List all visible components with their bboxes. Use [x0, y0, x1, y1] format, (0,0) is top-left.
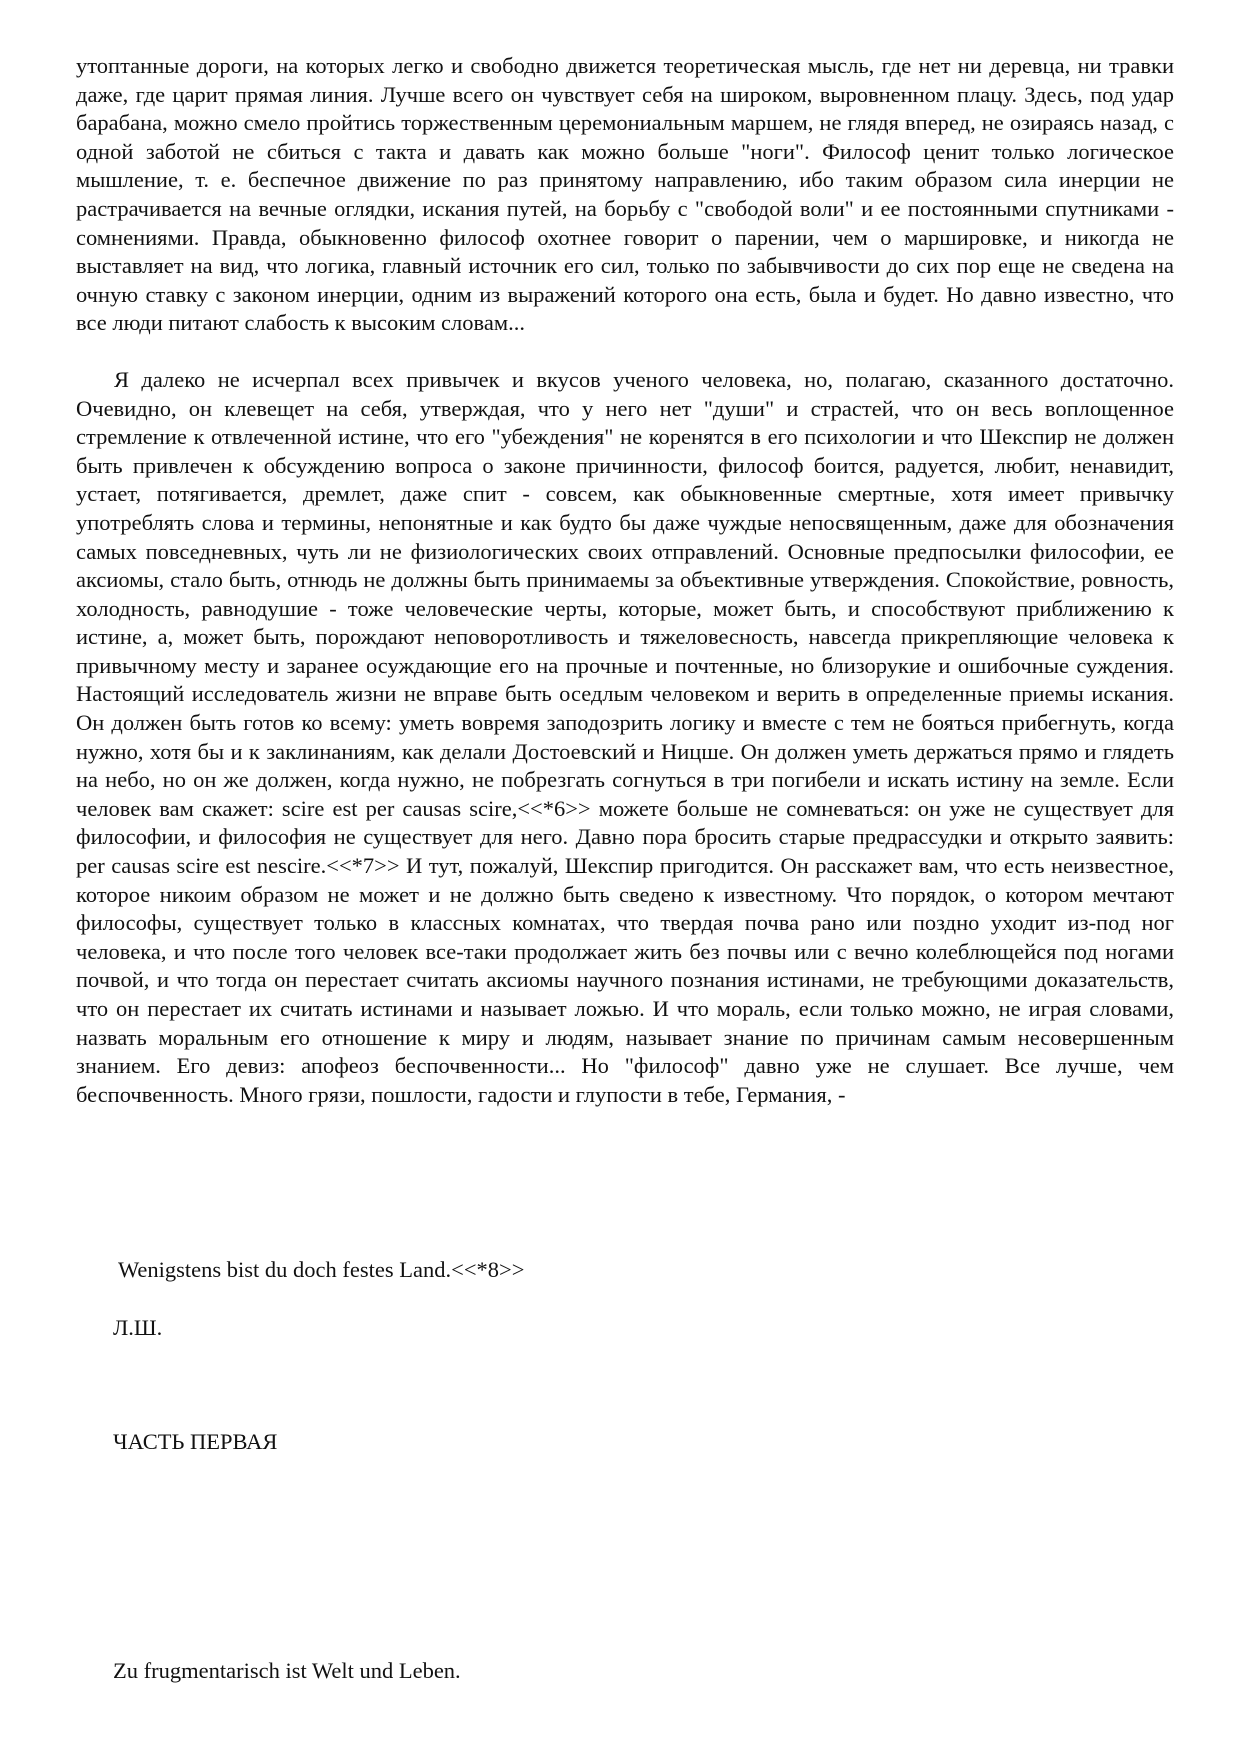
signature: Л.Ш.: [113, 1315, 163, 1340]
document-body: [76, 52, 1174, 1109]
quote-line: Wenigstens bist du doch festes Land.<<*8>>: [118, 1257, 525, 1282]
paragraph-2: Я далеко не исчерпал всех привычек и вкусов ученого человека, но, полагаю, сказанного достаточно. Очевидно, он клевещет на себя, утверждая, что у него нет "души" и страстей, что он весь воплощенное стремление к отвлеченной истине, что его "убеждения" не коренятся в его психологии и что Шекспир не должен быть привлечен к обсуждению вопроса о законе причинности, философ боится, радуется, любит, ненавидит, устает, потягивается, дремлет, даже спит - совсем, как обыкновенные смертные, хотя имеет привычку употреблять слова и термины, непонятные и как будто бы даже чуждые непосвященным, даже для обозначения самых повседневных, чуть ли не физиологических своих отправлений. Основные предпосылки философии, ее аксиомы, стало быть, отнюдь не должны быть принимаемы за объективные утверждения. Спокойствие, ровность, холодность, равнодушие - тоже человеческие черты, которые, может быть, и способствуют приближению к истине, а, может быть, порождают неповоротливость и тяжеловесность, навсегда прикрепляющие человека к привычному месту и заранее осуждающие его на прочные и почтенные, но близорукие и ошибочные суждения. Настоящий исследователь жизни не вправе быть оседлым человеком и верить в определенные приемы искания. Он должен быть готов ко всему: уметь вовремя заподозрить логику и вместе с тем не бояться прибегнуть, когда нужно, хотя бы и к заклинаниям, как делали Достоевский и Ницше. Он должен уметь держаться прямо и глядеть на небо, но он же должен, когда нужно, не побрезгать согнуться в три погибели и искать истину на земле. Если человек вам скажет: scire est per causas scire,<<*6>> можете больше не сомневаться: он уже не существует для философии, и философия не существует для него. Давно пора бросить старые предрассудки и открыто заявить: per causas scire est nescire.<<*7>> И тут, пожалуй, Шекспир пригодится. Он расскажет вам, что есть неизвестное, которое никоим образом не может и не должно быть сведено к известному. Что порядок, о котором мечтают философы, существует только в классных комнатах, что твердая почва рано или поздно уходит из-под ног человека, и что после того человек все-таки продолжает жить без почвы или с вечно колеблющейся под ногами почвой, и что тогда он перестает считать аксиомы научного познания истинами, не требующими доказательств, что он перестает их считать истинами и называет ложью. И что мораль, если только можно, не играя словами, назвать моральным его отношение к миру и людям, называет знание по причинам самым несовершенным знанием. Его девиз: апофеоз беспочвенности... Но "философ" давно уже не слушает. Все лучше, чем беспочвенность. Много грязи, пошлости, гадости и глупости в тебе, Германия, -: [76, 366, 1174, 1107]
paragraph-1: утоптанные дороги, на которых легко и свободно движется теоретическая мысль, где нет ни деревца, ни травки даже, где царит прямая линия. Лучше всего он чувствует себя на широком, выровненном плацу. Здесь, под удар барабана, можно смело пройтись торжественным церемониальным маршем, не глядя вперед, не озираясь назад, с одной заботой не сбиться с такта и давать как можно больше "ноги". Философ ценит только логическое мышление, т. е. беспечное движение по раз принятому направлению, ибо таким образом сила инерции не растрачивается на вечные оглядки, искания путей, на борьбу с "свободой воли" и ее постоянными спутниками - сомнениями. Правда, обыкновенно философ охотнее говорит о парении, чем о маршировке, и никогда не выставляет на вид, что логика, главный источник его сил, только по забывчивости до сих пор еще не сведена на очную ставку с законом инерции, одним из выражений которого она есть, была и будет. Но давно известно, что все люди питают слабость к высоким словам...: [76, 53, 1174, 336]
part-heading: ЧАСТЬ ПЕРВАЯ: [113, 1429, 278, 1454]
epigraph: Zu frugmentarisch ist Welt und Leben.: [113, 1658, 461, 1683]
